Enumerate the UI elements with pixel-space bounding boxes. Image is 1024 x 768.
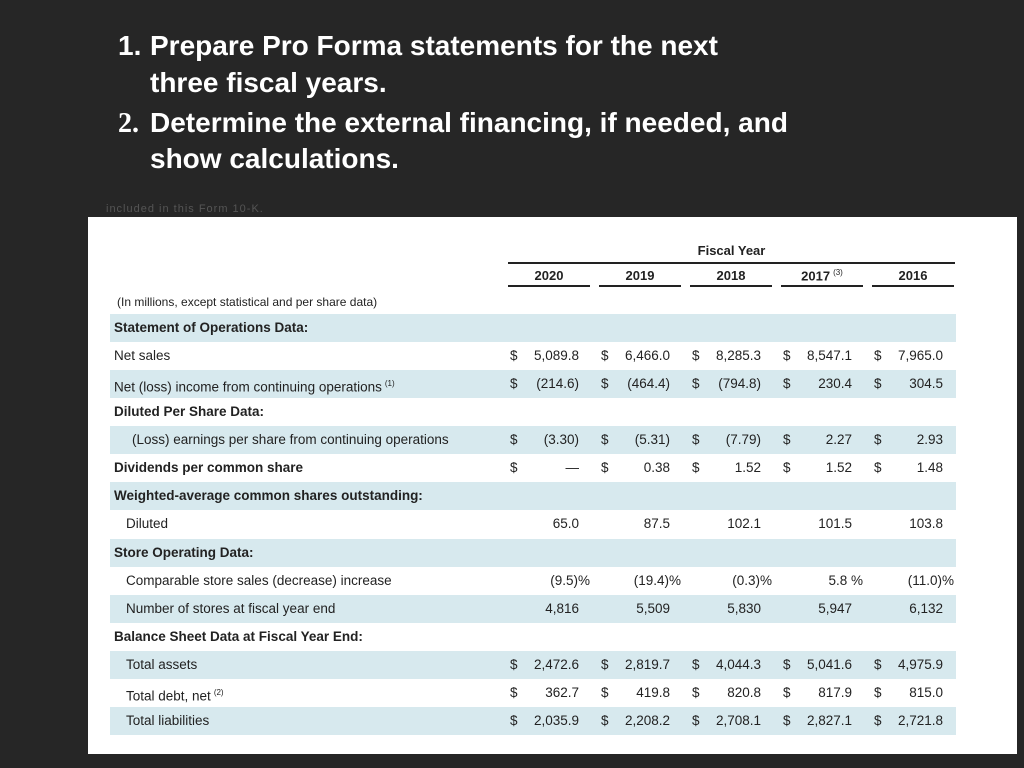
currency-sign: $ — [783, 432, 791, 448]
currency-sign: $ — [601, 432, 609, 448]
row-label: Comparable store sales (decrease) increase — [126, 572, 392, 588]
currency-sign: $ — [601, 460, 609, 476]
cell-value: 5,509 — [636, 600, 670, 616]
year-rule — [599, 285, 681, 287]
currency-sign: $ — [510, 684, 518, 700]
currency-sign: $ — [510, 376, 518, 392]
cell-value: 304.5 — [909, 376, 943, 392]
year-header-2017: 2017 $^{(3)}$ — [801, 268, 843, 284]
year-rule — [690, 285, 772, 287]
cell-value: (3.30) — [543, 432, 579, 448]
cell-value: 362.7 — [545, 684, 579, 700]
cell-value: 5.8 % — [828, 572, 863, 588]
currency-sign: $ — [783, 684, 791, 700]
row-label: (Loss) earnings per share from continuing operations — [132, 432, 449, 448]
cell-value: 5,947 — [818, 600, 852, 616]
cell-value: 2.93 — [916, 432, 943, 448]
cell-value: 87.5 — [643, 516, 670, 532]
table-row — [110, 482, 956, 510]
instruction-1-line-2: three fiscal years. — [150, 67, 387, 98]
table-row — [110, 426, 956, 454]
currency-sign: $ — [874, 684, 882, 700]
cell-value: 6,132 — [909, 600, 943, 616]
currency-sign: $ — [510, 460, 518, 476]
year-rule — [872, 285, 954, 287]
currency-sign: $ — [601, 348, 609, 364]
row-label: Net sales — [114, 348, 171, 364]
currency-sign: $ — [783, 712, 791, 728]
table-row — [110, 651, 956, 679]
cell-value: 2,827.1 — [806, 712, 852, 728]
currency-sign: $ — [601, 376, 609, 392]
fiscal-year-heading: Fiscal Year — [697, 243, 766, 258]
currency-sign: $ — [783, 376, 791, 392]
instruction-2-line-2: show calculations. — [150, 143, 399, 174]
currency-sign: $ — [692, 432, 700, 448]
cell-value: 1.52 — [734, 460, 761, 476]
cell-value: 5,089.8 — [533, 348, 579, 364]
table-row — [110, 595, 956, 623]
table-row — [110, 370, 956, 398]
cell-value: 2,208.2 — [624, 712, 670, 728]
currency-sign: $ — [874, 460, 882, 476]
cell-value: 419.8 — [636, 684, 670, 700]
footnote-marker: (2) — [213, 687, 224, 697]
year-footnote: (3) — [833, 268, 843, 277]
cell-value: 5,830 — [727, 600, 761, 616]
currency-sign: $ — [510, 348, 518, 364]
row-label: Total debt, net $^{(2)}$ — [126, 687, 224, 704]
row-label: Diluted Per Share Data: — [114, 404, 265, 420]
cell-value: 230.4 — [818, 376, 852, 392]
row-label: Weighted-average common shares outstanding: — [114, 488, 423, 504]
cell-value: (214.6) — [536, 376, 579, 392]
cell-value: 103.8 — [909, 516, 943, 532]
year-rule — [508, 285, 590, 287]
cell-value: 1.48 — [916, 460, 943, 476]
currency-sign: $ — [601, 712, 609, 728]
currency-sign: $ — [692, 712, 700, 728]
cell-value: 1.52 — [825, 460, 852, 476]
instruction-2-line-1: 2. Determine the external financing, if needed, and — [118, 107, 788, 139]
row-label: Statement of Operations Data: — [114, 320, 309, 335]
currency-sign: $ — [510, 432, 518, 448]
table-row — [110, 314, 956, 342]
currency-sign: $ — [783, 460, 791, 476]
cell-value: (9.5)% — [550, 572, 590, 588]
row-label: Balance Sheet Data at Fiscal Year End: — [114, 628, 363, 644]
cell-value: 815.0 — [909, 684, 943, 700]
cell-value: (464.4) — [627, 376, 670, 392]
table-row — [110, 539, 956, 567]
cell-value: 8,285.3 — [715, 348, 761, 364]
currency-sign: $ — [692, 376, 700, 392]
row-label: Dividends per common share — [114, 460, 304, 476]
cell-value: 2,472.6 — [533, 656, 579, 672]
currency-sign: $ — [874, 712, 882, 728]
cell-value: 2,819.7 — [624, 656, 670, 672]
financial-table — [88, 203, 1017, 754]
row-label: Store Operating Data: — [114, 544, 254, 560]
currency-sign: $ — [692, 656, 700, 672]
currency-sign: $ — [874, 432, 882, 448]
cell-value: (0.3)% — [732, 572, 772, 588]
cell-value: 65.0 — [552, 516, 579, 532]
table-row — [110, 623, 956, 651]
row-label: Net (loss) income from continuing operations $^{(1)}$ — [114, 379, 395, 395]
cell-value: 4,044.3 — [715, 656, 761, 672]
cell-value: (7.79) — [725, 432, 761, 448]
currency-sign: $ — [692, 684, 700, 700]
year-header-2020: 2020 — [534, 268, 564, 283]
table-row — [110, 707, 956, 735]
units-note: (In millions, except statistical and per share data) — [117, 295, 378, 309]
table-row — [110, 398, 956, 426]
cell-value: 2,708.1 — [715, 712, 761, 728]
cropped-text: included in this Form 10-K. — [106, 203, 264, 215]
row-label: Total assets — [126, 656, 198, 672]
table-row — [110, 454, 956, 482]
cell-value: 7,965.0 — [897, 348, 943, 364]
currency-sign: $ — [601, 656, 609, 672]
table-row — [110, 342, 956, 370]
currency-sign: $ — [874, 348, 882, 364]
year-header-2016: 2016 — [898, 268, 928, 283]
year-rule — [781, 285, 863, 287]
cell-value: 8,547.1 — [806, 348, 852, 364]
cell-value: — — [565, 460, 579, 476]
cell-value: 2,721.8 — [897, 712, 943, 728]
cell-value: (794.8) — [718, 376, 761, 392]
currency-sign: $ — [783, 656, 791, 672]
instruction-1-line-1: 1. Prepare Pro Forma statements for the next — [118, 30, 718, 61]
table-row — [110, 510, 956, 538]
cell-value: 101.5 — [818, 516, 852, 532]
footnote-marker: (1) — [384, 379, 395, 389]
currency-sign: $ — [692, 460, 700, 476]
currency-sign: $ — [874, 376, 882, 392]
cell-value: 820.8 — [727, 684, 761, 700]
cell-value: 4,816 — [545, 600, 579, 616]
currency-sign: $ — [510, 656, 518, 672]
cell-value: (19.4)% — [633, 572, 681, 588]
year-header-2018: 2018 — [716, 268, 746, 283]
table-row — [110, 567, 956, 595]
cell-value: 2.27 — [825, 432, 852, 448]
cell-value: 4,975.9 — [897, 656, 943, 672]
row-label: Total liabilities — [126, 712, 210, 728]
cell-value: 102.1 — [727, 516, 761, 532]
cell-value: 6,466.0 — [624, 348, 670, 364]
cell-value: 817.9 — [818, 684, 852, 700]
fiscal-year-rule — [508, 262, 955, 264]
cell-value: 2,035.9 — [533, 712, 579, 728]
currency-sign: $ — [783, 348, 791, 364]
currency-sign: $ — [601, 684, 609, 700]
row-label: Number of stores at fiscal year end — [126, 600, 336, 616]
currency-sign: $ — [874, 656, 882, 672]
table-row — [110, 679, 956, 707]
row-label: Diluted — [126, 516, 169, 532]
cell-value: (5.31) — [634, 432, 670, 448]
currency-sign: $ — [510, 712, 518, 728]
year-header-2019: 2019 — [625, 268, 655, 283]
cell-value: 5,041.6 — [806, 656, 852, 672]
cell-value: (11.0)% — [907, 572, 954, 588]
currency-sign: $ — [692, 348, 700, 364]
cell-value: 0.38 — [643, 460, 670, 476]
